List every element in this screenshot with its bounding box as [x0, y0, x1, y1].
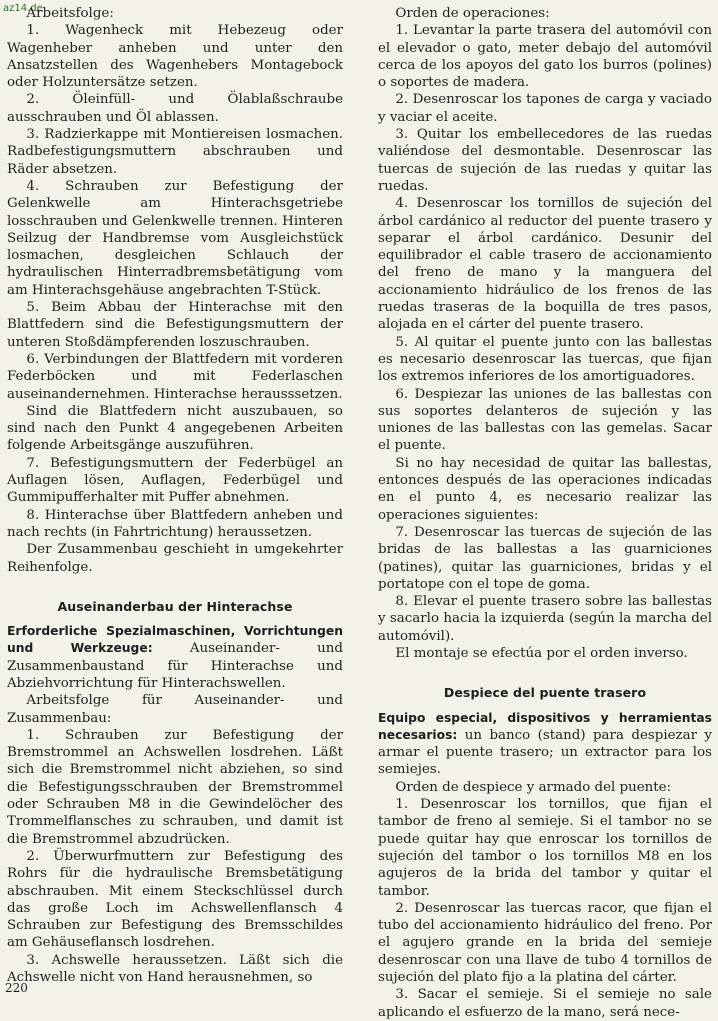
paragraph: 2. Öleinfüll- und Ölablaßschraube ausschrauben und Öl ablassen. — [7, 92, 343, 125]
paragraph: El montaje se efectúa por el orden inverso. — [395, 645, 688, 661]
paragraph: Orden de operaciones: — [395, 6, 550, 21]
requirements-text: Auseinander- und Zusammenbaustand für Hinterachse und Abziehvorrichtung für Hinterachswellen. — [7, 641, 343, 691]
german-column — [7, 5, 343, 986]
watermark-text: az14.de — [3, 3, 43, 14]
requirements-label: Equipo especial, dispositivos y herramientas necesarios: — [378, 710, 712, 742]
paragraph: 8. Hinterachse über Blattfedern anheben und nach rechts (in Fahrtrichtung) heraussetzen. — [7, 507, 343, 540]
paragraph: Sind die Blattfedern nicht auszubauen, so sind nach den Punkt 4 angegebenen Arbeiten folgende Arbeitsgänge auszuführen. — [7, 403, 343, 454]
paragraph: Orden de despiece y armado del puente: — [395, 779, 672, 795]
requirements-text: un banco (stand) para despiezar y armar el puente trasero; un extractor para los semiejes. — [378, 727, 712, 778]
paragraph: Der Zusammenbau geschieht in umgekehrter Reihenfolge. — [7, 542, 343, 575]
paragraph: 4. Schrauben zur Befestigung der Gelenkwelle am Hinterachsgetriebe losschrauben und Gelenkwelle trennen. Hinteren Seilzug der Handbremse vom Ausgleichstück losmachen, desgleichen Schlauch der hydraulischen Hinterradbremsbetätigung vom am Hinterachsgehäuse angebrachten T-Stück. — [7, 178, 343, 298]
spanish-column — [378, 5, 712, 1021]
paragraph: Arbeitsfolge: — [26, 6, 114, 21]
paragraph: 6. Verbindungen der Blattfedern mit vorderen Federböcken und mit Federlaschen auseinandernehmen. Hinterachse herausssetzen. — [7, 351, 343, 402]
paragraph: 5. Beim Abbau der Hinterachse mit den Blattfedern sind die Befestigungsmuttern der unteren Stoßdämpferenden loszuschrauben. — [7, 300, 343, 350]
paragraph: 1. Desenroscar los tornillos, que fijan el tambor de freno al semieje. Si el tambor no se puede quitar hay que enroscar los tornillos de sujeción del tambor o los tornillos M8 en los agujeros de la brida del tambor y quitar el tambor. — [378, 797, 712, 899]
requirements-label: Erforderliche Spezialmaschinen, Vorrichtungen und Werkzeuge: — [7, 624, 343, 656]
paragraph: Si no hay necesidad de quitar las ballestas, entonces después de las operaciones indicadas en el punto 4, es necesario realizar las operaciones siguientes: — [378, 455, 712, 523]
paragraph: 1. Levantar la parte trasera del automóvil con el elevador o gato, meter debajo del automóvil cerca de los apoyos del gato los burros (polines) o soportes de madera. — [378, 23, 712, 91]
paragraph: 5. Al quitar el puente junto con las ballestas es necesario desenroscar las tuercas, que fijan los extremos inferiores de los amortiguadores. — [378, 334, 712, 385]
requirements-paragraph — [378, 710, 712, 779]
requirements-paragraph — [7, 623, 343, 692]
paragraph: 7. Befestigungsmuttern der Federbügel an Auflagen lösen, Auflagen, Federbügel und Gummipufferhalter mit Puffer abnehmen. — [7, 455, 343, 506]
paragraph: Arbeitsfolge für Auseinander- und Zusammenbau: — [7, 693, 343, 726]
paragraph: 2. Desenroscar las tuercas racor, que fijan el tubo del accionamiento hidráulico del freno. Por el agujero grande en la brida del semieje desenroscar con una llave de tubo 4 tornillos de sujeción del plato fijo a la platina del cárter. — [378, 900, 712, 986]
paragraph: 1. Wagenheck mit Hebezeug oder Wagenheber anheben und unter den Ansatzstellen des Wagenhebers Montagebock oder Holzuntersätze setzen. — [7, 23, 343, 91]
paragraph: 3. Quitar los embellecedores de las ruedas valiéndose del desmontable. Desenroscar las tuercas de sujeción de las ruedas y quitar las ruedas. — [378, 127, 712, 194]
paragraph: 7. Desenroscar las tuercas de sujeción de las bridas de las ballestas a las guarniciones (patines), quitar las guarniciones, bridas y el portatope con el tope de goma. — [378, 524, 712, 592]
paragraph: 6. Despiezar las uniones de las ballestas con sus soportes delanteros de sujeción y las uniones de las ballestas con las gemelas. Sacar el puente. — [378, 386, 712, 454]
paragraph: 2. Desenroscar los tapones de carga y vaciado y vaciar el aceite. — [378, 92, 712, 125]
section-heading: Despiece del puente trasero — [443, 685, 647, 701]
paragraph: 3. Radzierkappe mit Montiereisen losmachen. Radbefestigungsmuttern abschrauben und Räder absetzen. — [7, 127, 343, 177]
paragraph: 3. Achswelle heraussetzen. Läßt sich die Achswelle nicht von Hand herausnehmen, so — [7, 952, 343, 986]
paragraph: 3. Sacar el semieje. Si el semieje no sale aplicando el esfuerzo de la mano, será nece- — [378, 987, 712, 1020]
paragraph: 4. Desenroscar los tornillos de sujeción del árbol cardánico al reductor del puente trasero y separar el árbol cardánico. Desunir del equilibrador el cable trasero de accionamiento del freno de mano y la manguera del accionamiento hidráulico de los frenos de las ruedas traseras de la boquilla de tres pasos, alojada en el cárter del puente trasero. — [378, 196, 712, 333]
section-heading: Auseinanderbau der Hinterachse — [57, 598, 293, 614]
paragraph: 8. Elevar el puente trasero sobre las ballestas y sacarlo hacia la izquierda (según la marcha del automóvil). — [378, 594, 712, 644]
paragraph: 1. Schrauben zur Befestigung der Bremstrommel an Achswellen losdrehen. Läßt sich die Bremstrommel nicht abziehen, so sind die Befestigungsschrauben der Bremstrommel oder Schrauben M8 in die Gewindelöcher des Trommelflansches zu schrauben, und damit ist die Bremstrommel abzudrücken. — [7, 727, 343, 847]
paragraph: 2. Überwurfmuttern zur Befestigung des Rohrs für die hydraulische Bremsbetätigung abschrauben. Mit einem Steckschlüssel durch das große Loch im Achswellenflansch 4 Schrauben zur Befestigung des Bremsschildes am Gehäuseflansch losdrehen. — [7, 848, 343, 951]
page-number: 220 — [5, 981, 28, 995]
